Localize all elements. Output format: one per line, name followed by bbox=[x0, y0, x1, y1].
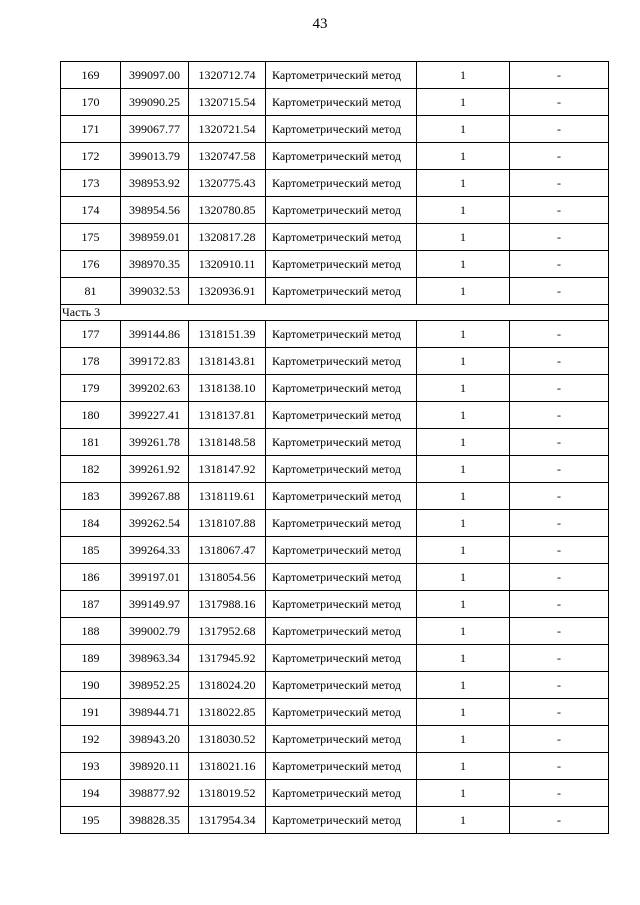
table-row bbox=[61, 375, 609, 402]
method-cell: Картометрический метод bbox=[266, 699, 417, 726]
mark-cell: - bbox=[510, 753, 609, 780]
count-cell: 1 bbox=[417, 251, 510, 278]
count-cell: 1 bbox=[417, 402, 510, 429]
point-number-cell: 188 bbox=[61, 618, 121, 645]
count-cell: 1 bbox=[417, 483, 510, 510]
y-coordinate-cell: 1318119.61 bbox=[189, 483, 266, 510]
y-coordinate-cell: 1318024.20 bbox=[189, 672, 266, 699]
mark-cell: - bbox=[510, 143, 609, 170]
method-cell: Картометрический метод bbox=[266, 62, 417, 89]
y-coordinate-cell: 1320721.54 bbox=[189, 116, 266, 143]
table-row bbox=[61, 564, 609, 591]
count-cell: 1 bbox=[417, 116, 510, 143]
x-coordinate-cell: 398970.35 bbox=[121, 251, 189, 278]
mark-cell: - bbox=[510, 251, 609, 278]
method-cell: Картометрический метод bbox=[266, 170, 417, 197]
table-row bbox=[61, 429, 609, 456]
x-coordinate-cell: 399149.97 bbox=[121, 591, 189, 618]
method-cell: Картометрический метод bbox=[266, 726, 417, 753]
y-coordinate-cell: 1318054.56 bbox=[189, 564, 266, 591]
x-coordinate-cell: 399032.53 bbox=[121, 278, 189, 305]
y-coordinate-cell: 1318143.81 bbox=[189, 348, 266, 375]
x-coordinate-cell: 399090.25 bbox=[121, 89, 189, 116]
x-coordinate-cell: 398943.20 bbox=[121, 726, 189, 753]
x-coordinate-cell: 398920.11 bbox=[121, 753, 189, 780]
point-number-cell: 172 bbox=[61, 143, 121, 170]
point-number-cell: 194 bbox=[61, 780, 121, 807]
count-cell: 1 bbox=[417, 62, 510, 89]
table-row bbox=[61, 726, 609, 753]
mark-cell: - bbox=[510, 224, 609, 251]
table-row bbox=[61, 456, 609, 483]
x-coordinate-cell: 398952.25 bbox=[121, 672, 189, 699]
method-cell: Картометрический метод bbox=[266, 564, 417, 591]
count-cell: 1 bbox=[417, 224, 510, 251]
count-cell: 1 bbox=[417, 143, 510, 170]
point-number-cell: 170 bbox=[61, 89, 121, 116]
point-number-cell: 186 bbox=[61, 564, 121, 591]
mark-cell: - bbox=[510, 780, 609, 807]
y-coordinate-cell: 1317954.34 bbox=[189, 807, 266, 834]
y-coordinate-cell: 1320715.54 bbox=[189, 89, 266, 116]
y-coordinate-cell: 1320712.74 bbox=[189, 62, 266, 89]
mark-cell: - bbox=[510, 170, 609, 197]
mark-cell: - bbox=[510, 62, 609, 89]
x-coordinate-cell: 399202.63 bbox=[121, 375, 189, 402]
mark-cell: - bbox=[510, 348, 609, 375]
table-row bbox=[61, 170, 609, 197]
method-cell: Картометрический метод bbox=[266, 278, 417, 305]
method-cell: Картометрический метод bbox=[266, 510, 417, 537]
count-cell: 1 bbox=[417, 375, 510, 402]
method-cell: Картометрический метод bbox=[266, 537, 417, 564]
method-cell: Картометрический метод bbox=[266, 429, 417, 456]
table-row bbox=[61, 780, 609, 807]
x-coordinate-cell: 398963.34 bbox=[121, 645, 189, 672]
point-number-cell: 175 bbox=[61, 224, 121, 251]
point-number-cell: 174 bbox=[61, 197, 121, 224]
method-cell: Картометрический метод bbox=[266, 753, 417, 780]
y-coordinate-cell: 1318138.10 bbox=[189, 375, 266, 402]
x-coordinate-cell: 399227.41 bbox=[121, 402, 189, 429]
section-label: Часть 3 bbox=[61, 305, 609, 321]
mark-cell: - bbox=[510, 321, 609, 348]
x-coordinate-cell: 399097.00 bbox=[121, 62, 189, 89]
y-coordinate-cell: 1318107.88 bbox=[189, 510, 266, 537]
point-number-cell: 190 bbox=[61, 672, 121, 699]
x-coordinate-cell: 399264.33 bbox=[121, 537, 189, 564]
method-cell: Картометрический метод bbox=[266, 116, 417, 143]
mark-cell: - bbox=[510, 278, 609, 305]
point-number-cell: 181 bbox=[61, 429, 121, 456]
table-row bbox=[61, 89, 609, 116]
x-coordinate-cell: 398953.92 bbox=[121, 170, 189, 197]
count-cell: 1 bbox=[417, 807, 510, 834]
table-row bbox=[61, 224, 609, 251]
mark-cell: - bbox=[510, 483, 609, 510]
count-cell: 1 bbox=[417, 89, 510, 116]
count-cell: 1 bbox=[417, 672, 510, 699]
table-row bbox=[61, 402, 609, 429]
mark-cell: - bbox=[510, 456, 609, 483]
method-cell: Картометрический метод bbox=[266, 402, 417, 429]
point-number-cell: 173 bbox=[61, 170, 121, 197]
x-coordinate-cell: 399267.88 bbox=[121, 483, 189, 510]
y-coordinate-cell: 1317988.16 bbox=[189, 591, 266, 618]
mark-cell: - bbox=[510, 510, 609, 537]
y-coordinate-cell: 1318148.58 bbox=[189, 429, 266, 456]
method-cell: Картометрический метод bbox=[266, 348, 417, 375]
y-coordinate-cell: 1320780.85 bbox=[189, 197, 266, 224]
mark-cell: - bbox=[510, 618, 609, 645]
x-coordinate-cell: 399262.54 bbox=[121, 510, 189, 537]
count-cell: 1 bbox=[417, 170, 510, 197]
section-header bbox=[61, 305, 609, 321]
y-coordinate-cell: 1320936.91 bbox=[189, 278, 266, 305]
point-number-cell: 169 bbox=[61, 62, 121, 89]
mark-cell: - bbox=[510, 375, 609, 402]
coordinates-table-part-a bbox=[61, 62, 609, 305]
method-cell: Картометрический метод bbox=[266, 224, 417, 251]
mark-cell: - bbox=[510, 645, 609, 672]
count-cell: 1 bbox=[417, 699, 510, 726]
method-cell: Картометрический метод bbox=[266, 591, 417, 618]
x-coordinate-cell: 398959.01 bbox=[121, 224, 189, 251]
point-number-cell: 184 bbox=[61, 510, 121, 537]
x-coordinate-cell: 398877.92 bbox=[121, 780, 189, 807]
point-number-cell: 189 bbox=[61, 645, 121, 672]
point-number-cell: 177 bbox=[61, 321, 121, 348]
table-row bbox=[61, 510, 609, 537]
x-coordinate-cell: 399013.79 bbox=[121, 143, 189, 170]
method-cell: Картометрический метод bbox=[266, 89, 417, 116]
x-coordinate-cell: 398828.35 bbox=[121, 807, 189, 834]
y-coordinate-cell: 1318019.52 bbox=[189, 780, 266, 807]
mark-cell: - bbox=[510, 402, 609, 429]
point-number-cell: 192 bbox=[61, 726, 121, 753]
count-cell: 1 bbox=[417, 564, 510, 591]
y-coordinate-cell: 1320775.43 bbox=[189, 170, 266, 197]
table-row bbox=[61, 197, 609, 224]
mark-cell: - bbox=[510, 116, 609, 143]
x-coordinate-cell: 399261.92 bbox=[121, 456, 189, 483]
count-cell: 1 bbox=[417, 321, 510, 348]
y-coordinate-cell: 1318137.81 bbox=[189, 402, 266, 429]
point-number-cell: 185 bbox=[61, 537, 121, 564]
table-row bbox=[61, 116, 609, 143]
table-row bbox=[61, 699, 609, 726]
method-cell: Картометрический метод bbox=[266, 375, 417, 402]
table-row bbox=[61, 348, 609, 375]
count-cell: 1 bbox=[417, 618, 510, 645]
count-cell: 1 bbox=[417, 780, 510, 807]
x-coordinate-cell: 399067.77 bbox=[121, 116, 189, 143]
table-row bbox=[61, 62, 609, 89]
coordinates-table bbox=[60, 61, 609, 834]
mark-cell: - bbox=[510, 537, 609, 564]
x-coordinate-cell: 398954.56 bbox=[121, 197, 189, 224]
mark-cell: - bbox=[510, 699, 609, 726]
count-cell: 1 bbox=[417, 645, 510, 672]
mark-cell: - bbox=[510, 672, 609, 699]
method-cell: Картометрический метод bbox=[266, 807, 417, 834]
count-cell: 1 bbox=[417, 348, 510, 375]
point-number-cell: 178 bbox=[61, 348, 121, 375]
count-cell: 1 bbox=[417, 753, 510, 780]
x-coordinate-cell: 399144.86 bbox=[121, 321, 189, 348]
x-coordinate-cell: 398944.71 bbox=[121, 699, 189, 726]
count-cell: 1 bbox=[417, 591, 510, 618]
method-cell: Картометрический метод bbox=[266, 143, 417, 170]
method-cell: Картометрический метод bbox=[266, 197, 417, 224]
y-coordinate-cell: 1318022.85 bbox=[189, 699, 266, 726]
method-cell: Картометрический метод bbox=[266, 618, 417, 645]
table-row bbox=[61, 753, 609, 780]
method-cell: Картометрический метод bbox=[266, 645, 417, 672]
table-row bbox=[61, 321, 609, 348]
mark-cell: - bbox=[510, 564, 609, 591]
count-cell: 1 bbox=[417, 278, 510, 305]
y-coordinate-cell: 1317945.92 bbox=[189, 645, 266, 672]
point-number-cell: 187 bbox=[61, 591, 121, 618]
point-number-cell: 183 bbox=[61, 483, 121, 510]
mark-cell: - bbox=[510, 591, 609, 618]
point-number-cell: 191 bbox=[61, 699, 121, 726]
table-row bbox=[61, 807, 609, 834]
x-coordinate-cell: 399172.83 bbox=[121, 348, 189, 375]
table-row bbox=[61, 537, 609, 564]
method-cell: Картометрический метод bbox=[266, 321, 417, 348]
y-coordinate-cell: 1318021.16 bbox=[189, 753, 266, 780]
table-row bbox=[61, 251, 609, 278]
count-cell: 1 bbox=[417, 537, 510, 564]
y-coordinate-cell: 1318067.47 bbox=[189, 537, 266, 564]
y-coordinate-cell: 1318147.92 bbox=[189, 456, 266, 483]
point-number-cell: 195 bbox=[61, 807, 121, 834]
mark-cell: - bbox=[510, 726, 609, 753]
table-row bbox=[61, 143, 609, 170]
point-number-cell: 193 bbox=[61, 753, 121, 780]
y-coordinate-cell: 1318030.52 bbox=[189, 726, 266, 753]
mark-cell: - bbox=[510, 807, 609, 834]
point-number-cell: 81 bbox=[61, 278, 121, 305]
method-cell: Картометрический метод bbox=[266, 780, 417, 807]
point-number-cell: 176 bbox=[61, 251, 121, 278]
point-number-cell: 180 bbox=[61, 402, 121, 429]
table-row bbox=[61, 483, 609, 510]
table-row bbox=[61, 618, 609, 645]
section-row bbox=[61, 305, 609, 321]
x-coordinate-cell: 399002.79 bbox=[121, 618, 189, 645]
y-coordinate-cell: 1320910.11 bbox=[189, 251, 266, 278]
count-cell: 1 bbox=[417, 197, 510, 224]
count-cell: 1 bbox=[417, 726, 510, 753]
coordinates-table-part-b bbox=[61, 321, 609, 834]
count-cell: 1 bbox=[417, 429, 510, 456]
page-number: 43 bbox=[312, 16, 328, 32]
count-cell: 1 bbox=[417, 510, 510, 537]
table-row bbox=[61, 672, 609, 699]
mark-cell: - bbox=[510, 89, 609, 116]
method-cell: Картометрический метод bbox=[266, 672, 417, 699]
mark-cell: - bbox=[510, 429, 609, 456]
mark-cell: - bbox=[510, 197, 609, 224]
y-coordinate-cell: 1320817.28 bbox=[189, 224, 266, 251]
point-number-cell: 179 bbox=[61, 375, 121, 402]
y-coordinate-cell: 1317952.68 bbox=[189, 618, 266, 645]
table-row bbox=[61, 645, 609, 672]
point-number-cell: 171 bbox=[61, 116, 121, 143]
method-cell: Картометрический метод bbox=[266, 251, 417, 278]
count-cell: 1 bbox=[417, 456, 510, 483]
y-coordinate-cell: 1320747.58 bbox=[189, 143, 266, 170]
table-row bbox=[61, 591, 609, 618]
x-coordinate-cell: 399197.01 bbox=[121, 564, 189, 591]
y-coordinate-cell: 1318151.39 bbox=[189, 321, 266, 348]
table-row bbox=[61, 278, 609, 305]
method-cell: Картометрический метод bbox=[266, 483, 417, 510]
x-coordinate-cell: 399261.78 bbox=[121, 429, 189, 456]
point-number-cell: 182 bbox=[61, 456, 121, 483]
method-cell: Картометрический метод bbox=[266, 456, 417, 483]
